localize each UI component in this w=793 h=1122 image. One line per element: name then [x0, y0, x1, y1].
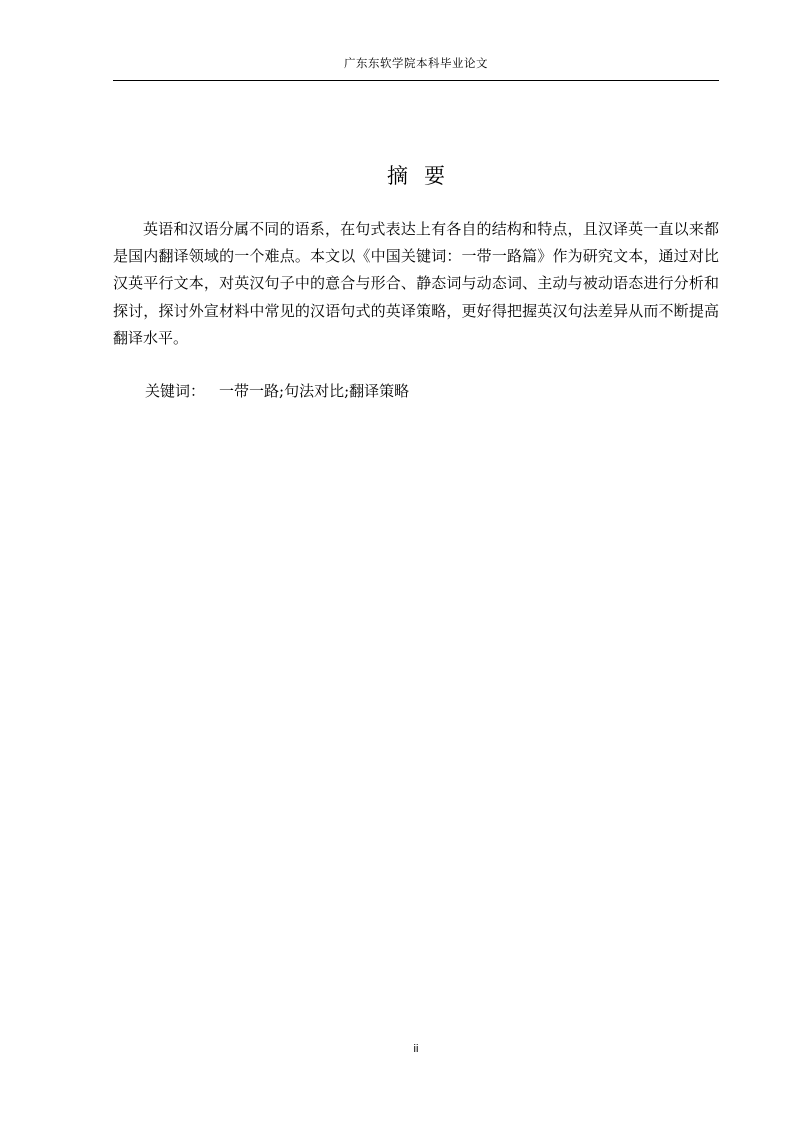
keywords-value: 一带一路;句法对比;翻译策略 — [219, 382, 410, 400]
keywords-label: 关键词： — [145, 382, 206, 400]
abstract-title: 摘要 — [387, 164, 461, 188]
abstract-body: 英语和汉语分属不同的语系，在句式表达上有各自的结构和特点，且汉译英一直以来都是国内翻译领域的一个难点。本文以《中国关键词：一带一路篇》作为研究文本，通过对比汉英平行文本，对英汉句子中的意合与形合、静态词与动态词、主动与被动语态进行分析和探讨，探讨外宣材料中常见的汉语句式的英译策略，更好得把握英汉句法差异从而不断提高翻译水平。 — [113, 220, 719, 347]
header-divider — [113, 80, 719, 81]
keywords-line — [145, 378, 719, 405]
running-header: 广东东软学院本科毕业论文 — [344, 56, 488, 70]
page-number: ii — [413, 1043, 419, 1055]
